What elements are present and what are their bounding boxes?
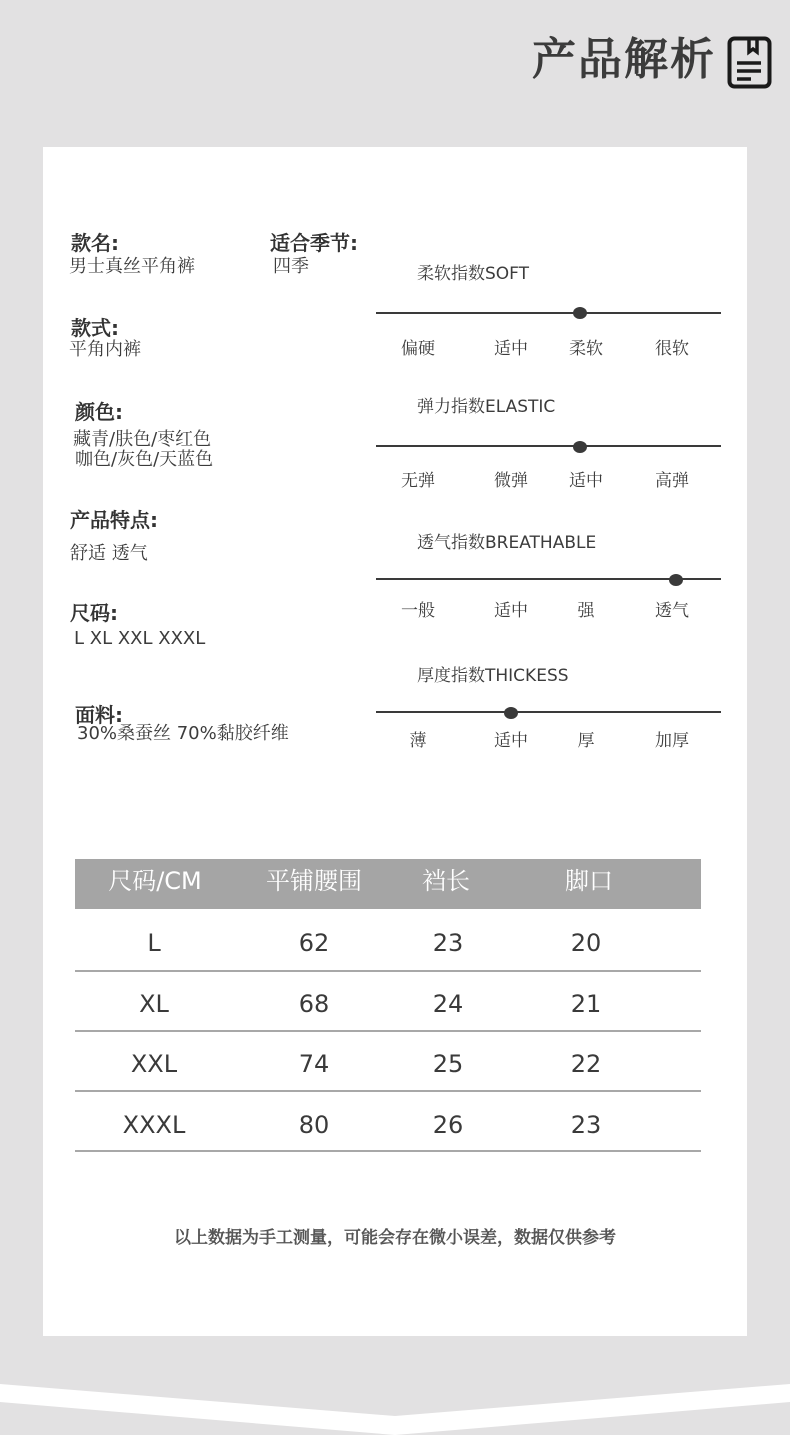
table-cell: 20: [570, 929, 602, 957]
table-cell: 25: [432, 1050, 464, 1078]
table-cell: 80: [298, 1111, 330, 1139]
index-tick: 透气: [655, 601, 689, 621]
table-header: [75, 859, 701, 909]
index-tick: 无弹: [401, 471, 435, 491]
feature-value: 舒适 透气: [70, 543, 148, 564]
index-marker: [573, 441, 587, 453]
name-label: 款名:: [71, 231, 119, 255]
page-title: 产品解析: [532, 34, 716, 85]
table-cell: 21: [570, 990, 602, 1018]
index-title: 厚度指数THICKESS: [417, 666, 569, 686]
column-header: 尺码/CM: [108, 867, 202, 895]
index-tick: 强: [577, 601, 595, 621]
fabric-value: 30%桑蚕丝 70%黏胶纤维: [77, 723, 289, 744]
column-header: 裆长: [422, 867, 470, 895]
index-title: 弹力指数ELASTIC: [417, 397, 556, 417]
index-tick: 很软: [655, 339, 689, 359]
index-tick: 适中: [494, 339, 528, 359]
product-card: [43, 147, 747, 1336]
index-tick: 高弹: [655, 471, 689, 491]
index-marker: [573, 307, 587, 319]
index-line: [376, 312, 721, 314]
index-line: [376, 711, 721, 713]
row-divider: [75, 1030, 701, 1032]
index-tick: 厚: [577, 731, 595, 751]
style-label: 款式:: [71, 316, 119, 340]
index-title: 柔软指数SOFT: [417, 264, 530, 284]
table-cell: 24: [432, 990, 464, 1018]
index-tick: 薄: [409, 731, 427, 751]
index-tick: 一般: [401, 601, 435, 621]
color-value-line2: 咖色/灰色/天蓝色: [75, 449, 214, 470]
table-cell: 22: [570, 1050, 602, 1078]
style-value: 平角内裤: [69, 339, 141, 360]
row-divider: [75, 970, 701, 972]
table-cell: 23: [432, 929, 464, 957]
fabric-label: 面料:: [75, 703, 123, 727]
column-header: 平铺腰围: [266, 867, 362, 895]
table-cell: 62: [298, 929, 330, 957]
table-cell: XXL: [130, 1050, 178, 1078]
table-cell: 74: [298, 1050, 330, 1078]
index-tick: 微弹: [494, 471, 528, 491]
table-cell: 23: [570, 1111, 602, 1139]
bottom-stripe-decoration: [0, 1378, 790, 1435]
index-tick: 适中: [494, 601, 528, 621]
size-value: L XL XXL XXXL: [74, 628, 206, 649]
index-marker: [669, 574, 683, 586]
color-label: 颜色:: [75, 400, 123, 424]
index-title: 透气指数BREATHABLE: [417, 533, 597, 553]
document-icon: [727, 36, 773, 90]
season-label: 适合季节:: [270, 231, 358, 255]
size-label: 尺码:: [70, 601, 118, 625]
column-header: 脚口: [565, 867, 613, 895]
index-tick: 适中: [494, 731, 528, 751]
season-value: 四季: [273, 256, 309, 277]
table-cell: XL: [139, 990, 169, 1018]
row-divider: [75, 1150, 701, 1152]
index-tick: 加厚: [655, 731, 689, 751]
index-tick: 偏硬: [401, 339, 435, 359]
measurement-note: 以上数据为手工测量，可能会存在微小误差，数据仅供参考: [174, 1228, 616, 1248]
row-divider: [75, 1090, 701, 1092]
index-line: [376, 445, 721, 447]
table-cell: L: [147, 929, 161, 957]
table-cell: XXXL: [122, 1111, 186, 1139]
table-cell: 68: [298, 990, 330, 1018]
index-marker: [504, 707, 518, 719]
name-value: 男士真丝平角裤: [69, 256, 195, 277]
color-value-line1: 藏青/肤色/枣红色: [73, 429, 212, 450]
feature-label: 产品特点:: [70, 508, 158, 532]
table-cell: 26: [432, 1111, 464, 1139]
index-tick: 适中: [569, 471, 603, 491]
index-tick: 柔软: [569, 339, 603, 359]
